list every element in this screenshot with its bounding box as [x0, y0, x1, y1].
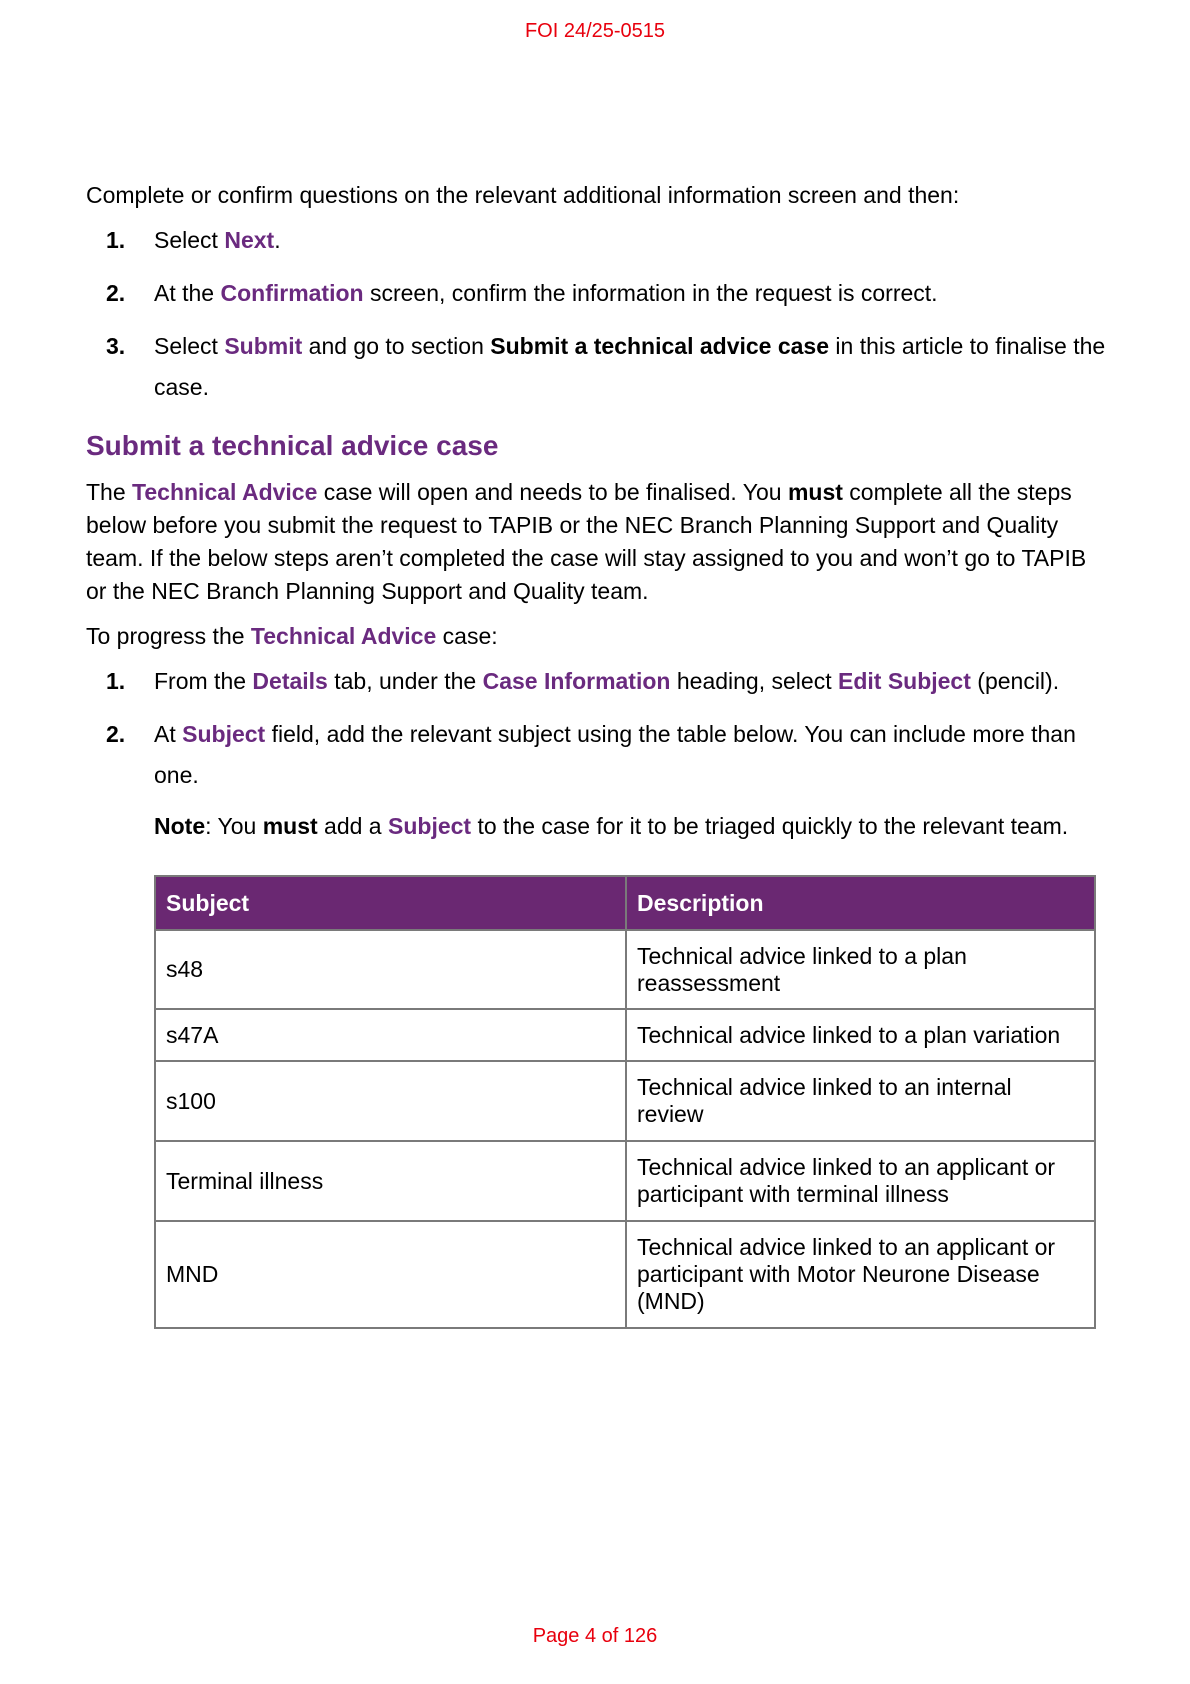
- list-item: 1. From the Details tab, under the Case Information heading, select Edit Subject (pencil).: [86, 661, 1106, 702]
- subject-cell: Terminal illness: [155, 1141, 626, 1221]
- note-text: Note: You must add a Subject to the case for it to be triaged quickly to the relevant team.: [154, 813, 1069, 839]
- subject-cell: s100: [155, 1061, 626, 1141]
- steps-list: [86, 220, 1106, 408]
- table-header-row: [155, 876, 1095, 930]
- description-cell: Technical advice linked to an internal review: [626, 1061, 1095, 1141]
- table-row: [155, 930, 1095, 1009]
- intro-text: Complete or confirm questions on the relevant additional information screen and then:: [86, 182, 960, 208]
- list-item: 1. Select Next.: [86, 220, 1106, 261]
- list-item: 3. Select Submit and go to section Submit a technical advice case in this article to finalise the case.: [86, 326, 1106, 408]
- ui-term-details: Details: [252, 668, 328, 694]
- list-number: 1.: [106, 668, 126, 694]
- column-header-subject: Subject: [155, 876, 626, 930]
- ui-term-technical-advice: Technical Advice: [250, 623, 437, 649]
- progress-steps-list: [86, 661, 1106, 796]
- subject-cell: s47A: [155, 1009, 626, 1061]
- section-heading: Submit a technical advice case: [86, 430, 499, 461]
- description-cell: Technical advice linked to a plan variation: [626, 1009, 1095, 1061]
- list-number: 2.: [106, 280, 126, 306]
- progress-text: To progress the Technical Advice case:: [86, 623, 498, 649]
- ui-term-edit-subject: Edit Subject: [837, 668, 971, 694]
- table-row: [155, 1221, 1095, 1328]
- ui-term-subject: Subject: [182, 721, 266, 747]
- ui-term-subject: Subject: [388, 813, 472, 839]
- list-number: 2.: [106, 721, 126, 747]
- list-item: 2. At the Confirmation screen, confirm the information in the request is correct.: [86, 273, 1106, 314]
- list-number: 3.: [106, 333, 126, 359]
- subject-cell: MND: [155, 1221, 626, 1328]
- section-reference: Submit a technical advice case: [490, 333, 830, 359]
- section-paragraph: The Technical Advice case will open and needs to be finalised. You must complete all the steps below before you submit the request to TAPIB or the NEC Branch Planning Support and Quality team. If the below steps aren’t completed the case will stay assigned to you and won’t go to TAPIB or the NEC Branch Planning Support and Quality team.: [86, 479, 1087, 604]
- description-cell: Technical advice linked to an applicant or participant with terminal illness: [626, 1141, 1095, 1221]
- ui-term-submit: Submit: [224, 333, 303, 359]
- ui-term-confirmation: Confirmation: [220, 280, 364, 306]
- page-number: Page 4 of 126: [532, 1625, 658, 1647]
- ui-term-next: Next: [224, 227, 275, 253]
- page-content: [86, 178, 1106, 1329]
- column-header-description: Description: [626, 876, 1095, 930]
- table-row: [155, 1061, 1095, 1141]
- description-cell: Technical advice linked to an applicant or participant with Motor Neurone Disease (MND): [626, 1221, 1095, 1328]
- table-row: [155, 1141, 1095, 1221]
- description-cell: Technical advice linked to a plan reassessment: [626, 930, 1095, 1009]
- document-reference: FOI 24/25-0515: [524, 20, 666, 42]
- list-number: 1.: [106, 227, 126, 253]
- ui-term-case-information: Case Information: [482, 668, 671, 694]
- list-item: 2. At Subject field, add the relevant subject using the table below. You can include more than one.: [86, 714, 1106, 796]
- subject-cell: s48: [155, 930, 626, 1009]
- ui-term-technical-advice: Technical Advice: [132, 479, 318, 505]
- table-row: [155, 1009, 1095, 1061]
- subject-table: [154, 875, 1096, 1329]
